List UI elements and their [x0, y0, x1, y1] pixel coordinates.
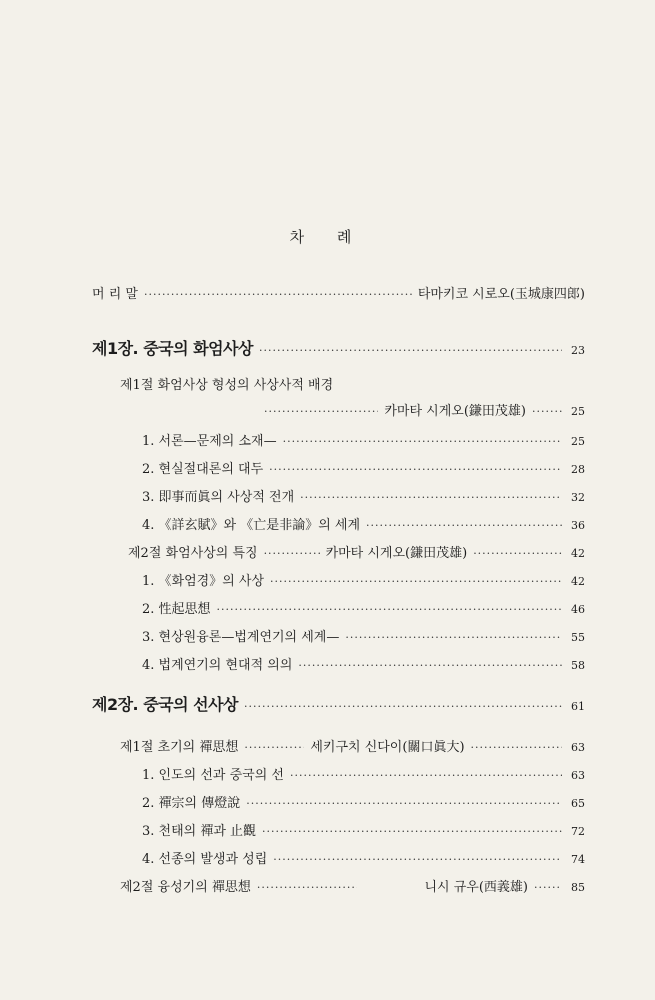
leader-dots — [144, 288, 412, 301]
page-number: 25 — [571, 405, 585, 418]
page-number: 28 — [571, 463, 585, 476]
leader-dots — [366, 519, 562, 532]
item-title: 1. 《화엄경》의 사상 — [142, 574, 265, 589]
section-title: 제2절 융성기의 禪思想 — [120, 880, 251, 895]
page-number: 36 — [571, 519, 585, 532]
section-title: 제1절 초기의 禪思想 — [120, 740, 239, 755]
leader-dots — [217, 603, 562, 616]
toc-section-1-1[interactable] — [120, 374, 585, 393]
toc-section-2-1[interactable] — [120, 736, 585, 755]
toc-item[interactable] — [142, 820, 585, 839]
toc-item[interactable] — [142, 654, 585, 673]
toc-item[interactable] — [142, 430, 585, 449]
page-number: 63 — [571, 769, 585, 782]
leader-dots — [532, 405, 562, 418]
item-title: 2. 性起思想 — [142, 602, 211, 617]
item-title: 4. 법계연기의 현대적 의의 — [142, 658, 293, 673]
leader-dots — [534, 881, 562, 894]
toc-entry-author: 타마키코 시로오(玉城康四郎) — [417, 287, 585, 302]
item-title: 4. 선종의 발생과 성립 — [142, 852, 268, 867]
page-number: 46 — [571, 603, 585, 616]
leader-dots — [270, 575, 562, 588]
item-title: 4. 《詳玄賦》와 《亡是非論》의 세계 — [142, 518, 361, 533]
leader-dots — [269, 463, 562, 476]
toc-item[interactable] — [142, 570, 585, 589]
leader-dots — [264, 405, 378, 418]
chapter-title: 제2장. 중국의 선사상 — [92, 695, 238, 714]
leader-dots — [244, 700, 562, 713]
toc-chapter-1[interactable] — [92, 336, 585, 359]
page-number: 55 — [571, 631, 585, 644]
item-title: 3. 천태의 禪과 止觀 — [142, 824, 257, 839]
item-title: 2. 禪宗의 傳燈說 — [142, 796, 241, 811]
leader-dots — [473, 547, 562, 560]
toc-chapter-2[interactable] — [92, 692, 585, 715]
item-title: 3. 현상원융론—법계연기의 세계— — [142, 630, 340, 645]
toc-entry-preface[interactable] — [92, 283, 585, 302]
toc-item[interactable] — [142, 764, 585, 783]
item-title: 1. 서론—문제의 소재— — [142, 434, 277, 449]
page-number: 65 — [571, 797, 585, 810]
item-title: 2. 현실절대론의 대두 — [142, 462, 264, 477]
toc-item[interactable] — [142, 486, 585, 505]
page-number: 61 — [571, 700, 585, 713]
page-number: 63 — [571, 741, 585, 754]
page-number: 32 — [571, 491, 585, 504]
leader-dots — [283, 435, 562, 448]
toc-item[interactable] — [142, 458, 585, 477]
toc-item[interactable] — [142, 626, 585, 645]
toc-section-2-2[interactable] — [120, 876, 585, 895]
leader-dots — [257, 881, 357, 894]
leader-dots — [262, 825, 562, 838]
page-number: 58 — [571, 659, 585, 672]
page-number: 25 — [571, 435, 585, 448]
leader-dots — [298, 659, 562, 672]
page-number: 42 — [571, 575, 585, 588]
toc-item[interactable] — [142, 848, 585, 867]
leader-dots — [246, 797, 562, 810]
toc-item[interactable] — [142, 514, 585, 533]
leader-dots — [273, 853, 562, 866]
leader-dots — [300, 491, 562, 504]
toc-item[interactable] — [142, 792, 585, 811]
item-title: 1. 인도의 선과 중국의 선 — [142, 768, 284, 783]
section-author: 카마타 시게오(鎌田茂雄) — [384, 404, 526, 419]
toc-section-1-2[interactable] — [128, 542, 585, 561]
leader-dots — [345, 631, 562, 644]
toc-heading: 차 례 — [289, 228, 366, 246]
page-number: 42 — [571, 547, 585, 560]
item-title: 3. 即事而眞의 사상적 전개 — [142, 490, 295, 505]
section-title: 제2절 화엄사상의 특징 — [128, 546, 258, 561]
section-author: 카마타 시게오(鎌田茂雄) — [325, 546, 468, 561]
leader-dots — [471, 741, 562, 754]
section-author: 세키구치 신다이(關口眞大) — [310, 740, 465, 755]
toc-entry-label: 머 리 말 — [92, 287, 138, 302]
section-author: 니시 규우(西義雄) — [424, 880, 528, 895]
page-number: 72 — [571, 825, 585, 838]
page-number: 74 — [571, 853, 585, 866]
section-title: 제1절 화엄사상 형성의 사상사적 배경 — [120, 378, 334, 393]
toc-item[interactable] — [142, 598, 585, 617]
page-number: 23 — [571, 344, 585, 357]
leader-dots — [244, 741, 304, 754]
chapter-title: 제1장. 중국의 화엄사상 — [92, 339, 253, 358]
leader-dots — [290, 769, 562, 782]
toc-section-1-1-continuation[interactable] — [258, 400, 585, 419]
leader-dots — [259, 344, 562, 357]
page-number: 85 — [571, 881, 585, 894]
leader-dots — [264, 547, 320, 560]
